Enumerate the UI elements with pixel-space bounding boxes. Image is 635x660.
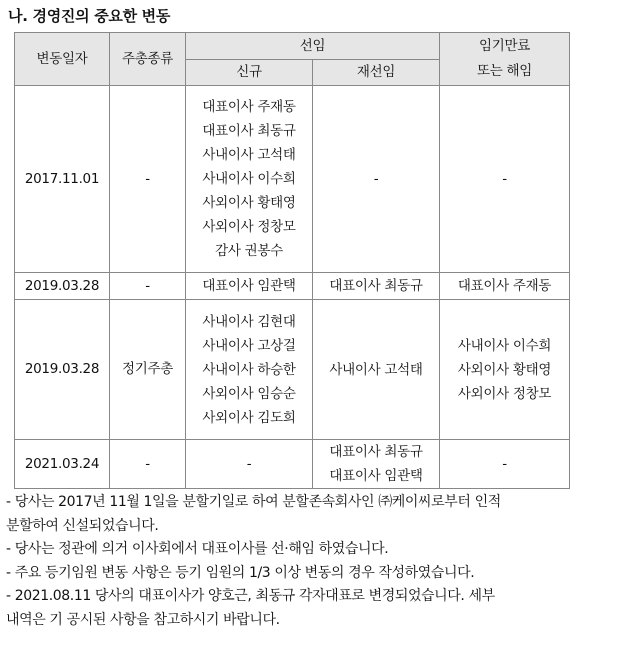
cell-reelected-line: -: [373, 171, 379, 187]
cell-expired-line: -: [502, 171, 507, 187]
cell-new: [186, 273, 313, 300]
table-body: [15, 86, 570, 489]
table-row: [15, 440, 570, 489]
executive-changes-table: [14, 32, 570, 489]
cell-reelected-line: 대표이사 임관택: [329, 468, 423, 484]
table-row: [15, 273, 570, 300]
header-expired-line2: 또는 해임: [477, 63, 532, 79]
cell-date: 2017.11.01: [15, 86, 110, 273]
cell-date: 2019.03.28: [15, 300, 110, 440]
cell-expired: [440, 440, 570, 489]
cell-new-line: 대표이사 임관택: [202, 278, 296, 294]
cell-new-line: 사내이사 고상걸: [202, 337, 296, 354]
cell-date: 2021.03.24: [15, 440, 110, 489]
cell-new-line: 사외이사 황태영: [202, 195, 296, 211]
note-line: - 주요 등기임원 변동 사항은 등기 임원의 1/3 이상 변동의 경우 작성하였습니다.: [6, 564, 475, 581]
header-meeting-type: 주총종류: [110, 33, 186, 86]
cell-new-line: 사외이사 김도희: [202, 409, 296, 426]
cell-date: 2019.03.28: [15, 273, 110, 300]
cell-new-line: 대표이사 최동규: [202, 123, 296, 139]
header-reelected: 재선임: [313, 60, 440, 86]
cell-new-line: 사내이사 고석태: [202, 147, 296, 163]
cell-expired: [440, 300, 570, 440]
note-line: 분할하여 신설되었습니다.: [6, 517, 159, 534]
header-expired-line1: 임기만료: [479, 38, 530, 54]
cell-new-line: 사내이사 김현대: [202, 313, 296, 330]
cell-new-line: 대표이사 주재동: [202, 99, 296, 115]
note-line: - 당사는 2017년 11월 1일을 분할기일로 하여 분할존속회사인 ㈜케이씨로부터 인적: [6, 494, 501, 510]
cell-new: [186, 86, 313, 273]
header-expired-or-dismissed: [440, 33, 570, 86]
header-elected: 선임: [186, 33, 440, 60]
table-row: [15, 86, 570, 273]
note-line: - 2021.08.11 당사의 대표이사가 양호근, 최동규 각자대표로 변경되었습니다. 세부: [6, 588, 495, 604]
cell-reelected-line: 사내이사 고석태: [329, 361, 423, 378]
cell-expired: [440, 273, 570, 300]
cell-expired: [440, 86, 570, 273]
cell-expired-line: 사외이사 황태영: [457, 361, 552, 378]
cell-meeting-type: -: [110, 273, 186, 300]
section-title: 나. 경영진의 중요한 변동: [8, 7, 171, 25]
cell-reelected: [313, 440, 440, 489]
cell-meeting-type: -: [110, 86, 186, 273]
cell-meeting-type: 정기주총: [110, 300, 186, 440]
header-date: 변동일자: [15, 33, 110, 86]
table-row: [15, 300, 570, 440]
notes: [6, 491, 621, 632]
cell-new: [186, 440, 313, 489]
cell-reelected-line: 대표이사 최동규: [329, 278, 423, 294]
note-line: - 당사는 정관에 의거 이사회에서 대표이사를 선·해임 하였습니다.: [6, 541, 389, 557]
cell-new-line: -: [246, 456, 252, 472]
cell-expired-line: 대표이사 주재동: [457, 278, 552, 294]
cell-new-line: 사내이사 하승한: [202, 361, 296, 378]
cell-expired-line: 사외이사 정창모: [457, 385, 552, 402]
cell-new: [186, 300, 313, 440]
cell-new-line: 사외이사 정창모: [202, 219, 296, 235]
cell-expired-line: -: [502, 456, 507, 472]
cell-reelected: [313, 300, 440, 440]
cell-reelected: [313, 86, 440, 273]
cell-reelected: [313, 273, 440, 300]
note-line: 내역은 기 공시된 사항을 참고하시기 바랍니다.: [6, 611, 280, 628]
header-new: 신규: [186, 60, 313, 86]
cell-new-line: 감사 권봉수: [215, 243, 283, 259]
cell-new-line: 사내이사 이수희: [202, 171, 296, 187]
cell-reelected-line: 대표이사 최동규: [329, 444, 423, 460]
cell-expired-line: 사내이사 이수희: [457, 337, 552, 354]
cell-new-line: 사외이사 임승순: [202, 385, 296, 402]
cell-meeting-type: -: [110, 440, 186, 489]
